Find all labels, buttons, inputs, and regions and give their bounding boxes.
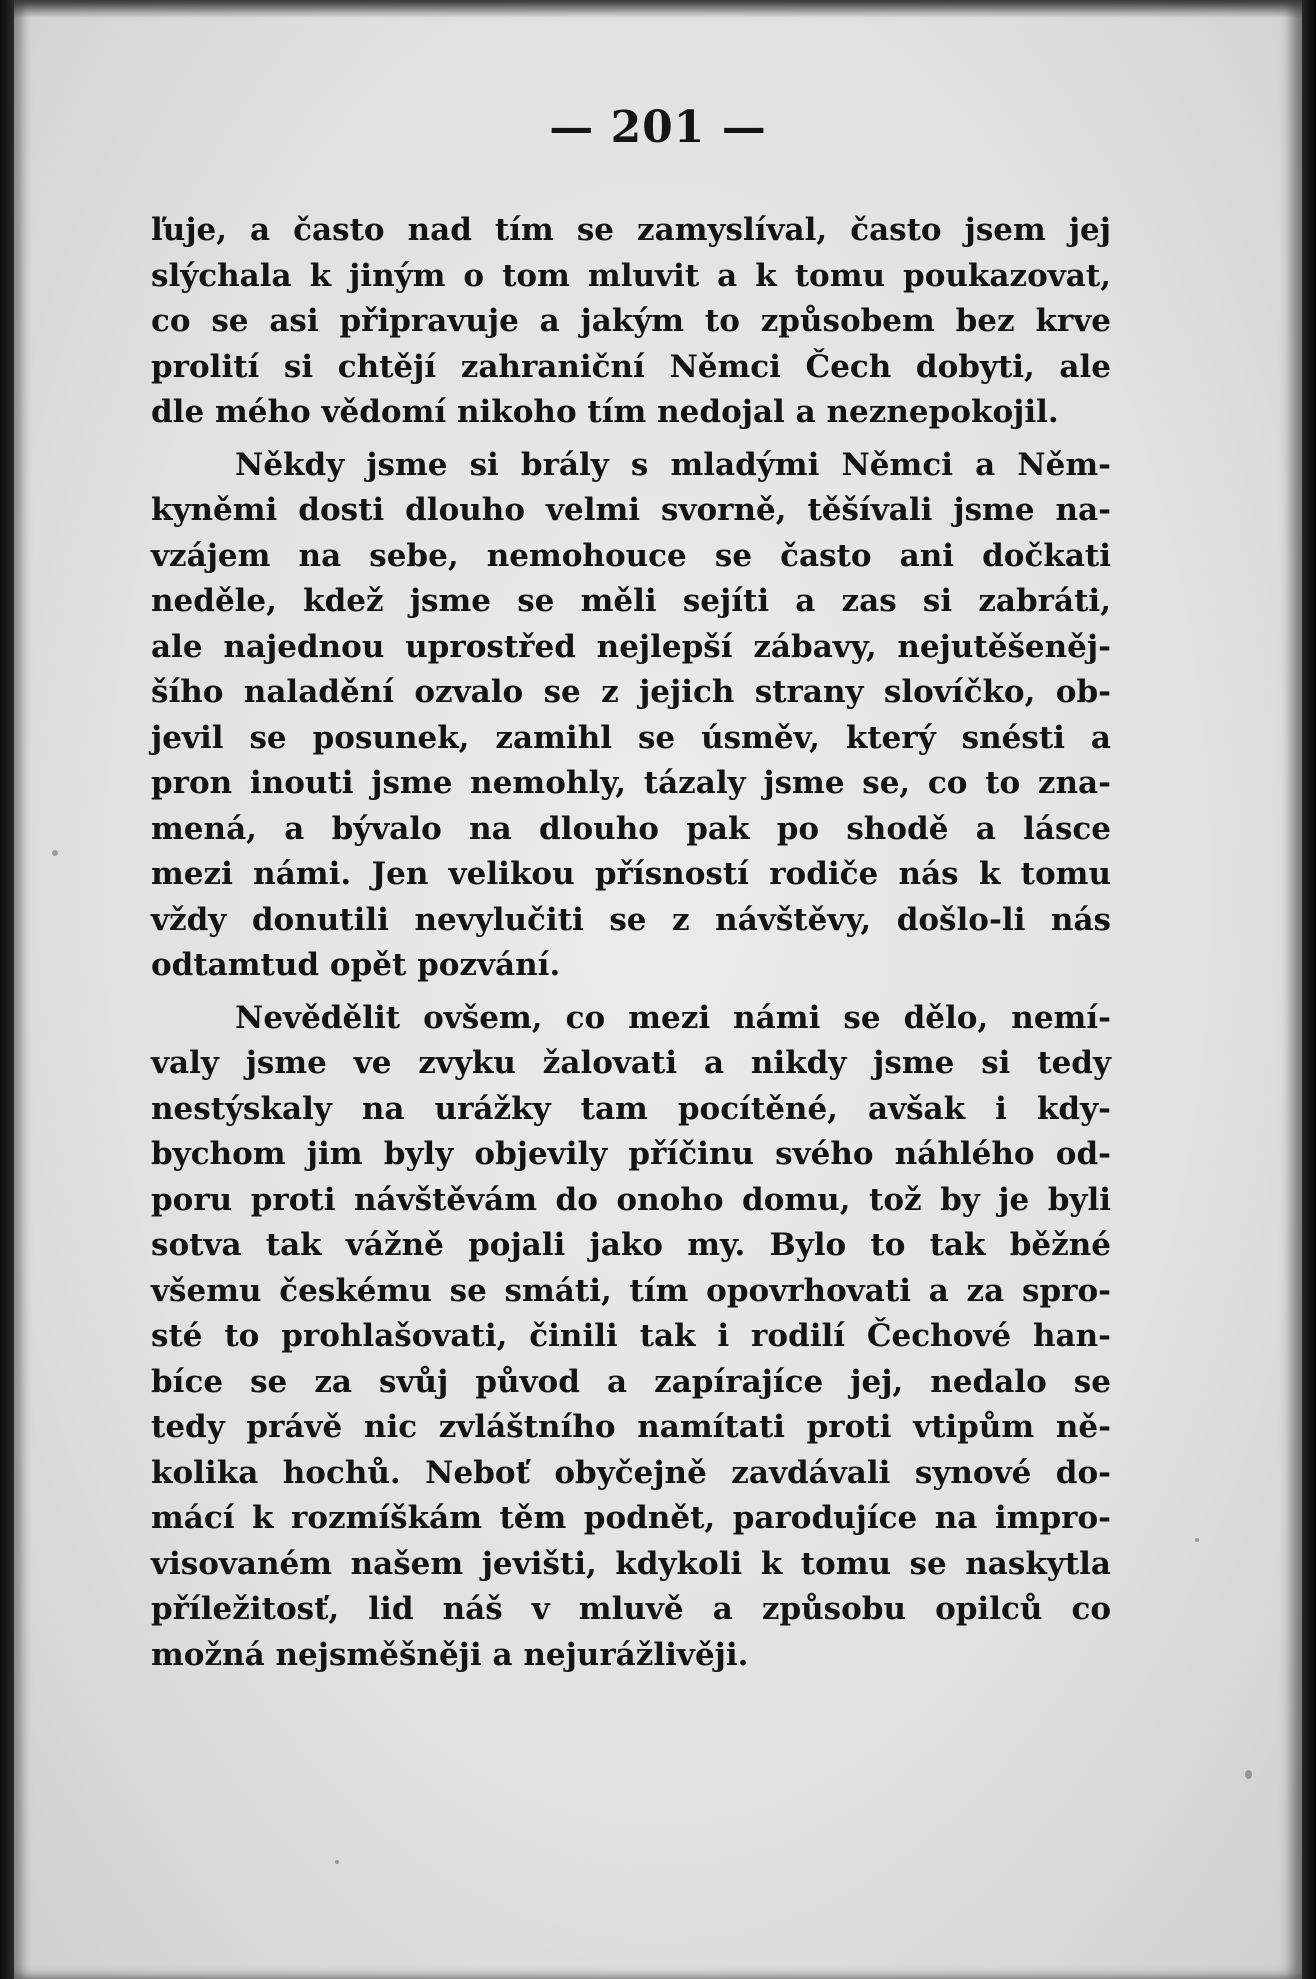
text-line: Nevědělit ovšem, co mezi námi se dělo, nemí- bbox=[235, 999, 1111, 1036]
text-line: šího naladění ozvalo se z jejich strany slovíčko, ob- bbox=[151, 674, 1111, 710]
right-page-edge bbox=[1302, 0, 1316, 1979]
text-line: dle mého vědomí nikoho tím nedojal a neznepokojil. bbox=[151, 394, 1059, 430]
text-line: odtamtud opět pozvání. bbox=[151, 947, 561, 983]
text-line: bychom jim byly objevily příčinu svého náhlého od- bbox=[151, 1136, 1111, 1172]
print-speck bbox=[1195, 1538, 1199, 1542]
text-line: co se asi připravuje a jakým to způsobem bez krve bbox=[151, 303, 1111, 339]
text-line: všemu českému se smáti, tím opovrhovati a za spro- bbox=[151, 1272, 1111, 1309]
text-line: visovaném našem jevišti, kdykoli k tomu se naskytla bbox=[151, 1545, 1111, 1582]
text-line: ľuje, a často nad tím se zamyslíval, často jsem jej bbox=[151, 212, 1111, 248]
text-line: pron inouti jsme nemohly, tázaly jsme se, co to zna- bbox=[151, 765, 1111, 801]
paragraph-1 bbox=[151, 208, 1111, 436]
text-line: sotva tak vážně pojali jako my. Bylo to tak běžné bbox=[151, 1227, 1111, 1263]
text-line: mácí k rozmíškám těm podnět, parodujíce na impro- bbox=[151, 1500, 1111, 1536]
text-line: valy jsme ve zvyku žalovati a nikdy jsme si tedy bbox=[151, 1045, 1111, 1081]
text-line: nestýskaly na urážky tam pocítěné, avšak i kdy- bbox=[151, 1090, 1111, 1127]
text-line: kyněmi dosti dlouho velmi svorně, těšívali jsme na- bbox=[151, 492, 1111, 528]
text-line: kolika hochů. Neboť obyčejně zavdávali synové do- bbox=[151, 1454, 1111, 1491]
text-line: tedy právě nic zvláštního namítati proti vtipům ně- bbox=[151, 1409, 1111, 1445]
text-line: mená, a bývalo na dlouho pak po shodě a lásce bbox=[151, 810, 1111, 847]
text-line: jevil se posunek, zamihl se úsměv, který snésti a bbox=[151, 719, 1111, 756]
text-line: Někdy jsme si brály s mladými Němci a Něm- bbox=[235, 446, 1111, 483]
text-line: bíce se za svůj původ a zapírajíce jej, nedalo se bbox=[151, 1363, 1111, 1400]
page-number: — 201 — bbox=[549, 102, 767, 153]
body-text bbox=[151, 208, 1111, 1685]
text-line: prolití si chtějí zahraniční Němci Čech dobyti, ale bbox=[151, 348, 1111, 385]
text-line: slýchala k jiným o tom mluvit a k tomu poukazovat, bbox=[151, 257, 1111, 294]
text-line: vzájem na sebe, nemohouce se často ani dočkati bbox=[151, 537, 1111, 574]
paragraph-2 bbox=[151, 443, 1111, 989]
text-line: možná nejsměšněji a nejurážlivěji. bbox=[151, 1636, 749, 1673]
top-edge-shadow bbox=[14, 0, 1302, 18]
text-line: sté to prohlašovati, činili tak i rodilí Čechové han- bbox=[151, 1318, 1111, 1354]
text-line: ale najednou uprostřed nejlepší zábavy, nejutěšeněj- bbox=[151, 628, 1111, 665]
print-speck bbox=[52, 850, 58, 856]
text-line: mezi námi. Jen velikou přísností rodiče nás k tomu bbox=[151, 856, 1111, 892]
text-line: neděle, kdež jsme se měli sejíti a zas si zabráti, bbox=[151, 583, 1111, 619]
paragraph-3 bbox=[151, 996, 1111, 1679]
left-binding-edge bbox=[0, 0, 14, 1979]
text-line: vždy donutili nevylučiti se z návštěvy, došlo-li nás bbox=[151, 901, 1111, 938]
text-line: poru proti návštěvám do onoho domu, tož by je byli bbox=[151, 1181, 1111, 1218]
text-line: příležitosť, lid náš v mluvě a způsobu opilců co bbox=[151, 1591, 1111, 1627]
print-speck bbox=[335, 1860, 339, 1864]
print-speck bbox=[1245, 1770, 1252, 1779]
